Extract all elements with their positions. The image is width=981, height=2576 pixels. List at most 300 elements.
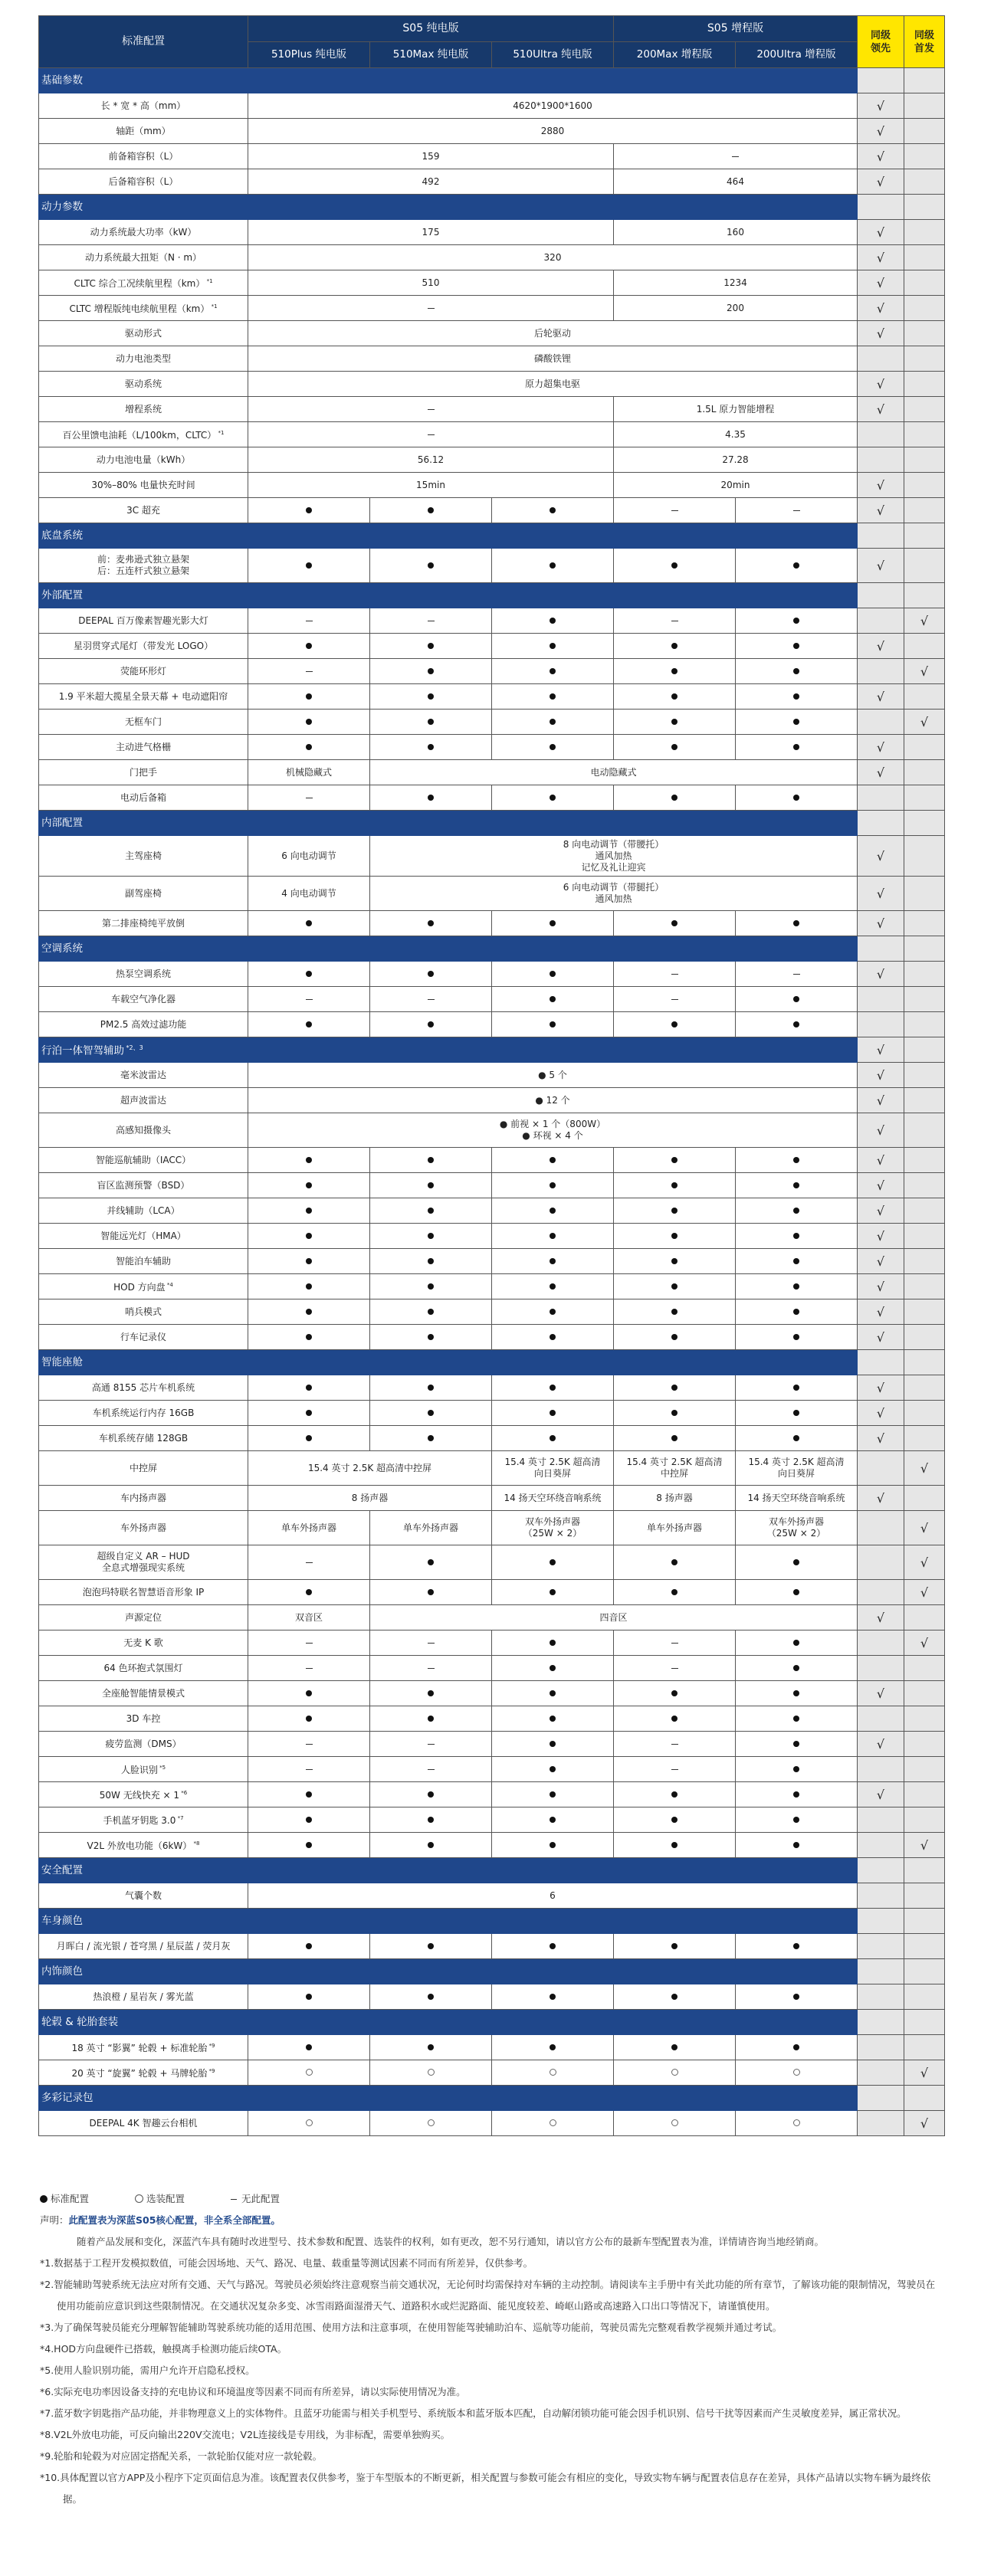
check-icon: √ [920,613,929,628]
value-cell [736,1426,858,1451]
table-row [39,1486,945,1511]
value-cell [492,1299,614,1325]
check-icon: √ [876,250,885,265]
declaration-highlight: 此配置表为深蓝S05核心配置，非全系全部配置。 [68,2214,281,2226]
value-cell [370,1401,492,1426]
standard-dot-icon [428,1233,434,1239]
row-label: DEEPAL 4K 智趣云台相机 [39,2111,248,2136]
value-cell [492,1224,614,1249]
check-icon: √ [876,1431,885,1446]
row-label: 超声波雷达 [39,1088,248,1113]
flag-first-cell [904,498,945,523]
value-cell: 8 向电动调节（带腰托） 通风加热 记忆及礼让迎宾 [370,836,858,877]
none-dash-icon [428,308,435,309]
flag-first-cell [904,93,945,119]
table-row [39,1012,945,1037]
standard-dot-icon [793,1021,799,1027]
value-cell [492,549,614,583]
standard-dot-icon [671,1589,678,1595]
value-cell [492,911,614,936]
flag-lead-cell [858,119,904,144]
flag-lead-cell [858,710,904,735]
value-cell: 15.4 英寸 2.5K 超高清 中控屏 [614,1451,736,1486]
table-row [39,1681,945,1706]
legend-none: 无此配置 [231,2193,301,2204]
flag-first-cell [904,735,945,760]
value-cell: 175 [248,220,614,245]
standard-dot-icon [793,1766,799,1772]
table-row [39,735,945,760]
standard-dot-icon [671,1842,678,1848]
standard-dot-icon [550,2044,556,2050]
value-cell [614,634,736,659]
value-cell [614,1274,736,1299]
row-label: 热浪橙 / 星岩灰 / 雾光蓝 [39,1984,248,2010]
standard-dot-icon [550,1182,556,1188]
row-label: HOD 方向盘 $^{*4}$ [39,1274,248,1299]
standard-dot-icon [793,1435,799,1441]
dash-icon [231,2199,237,2200]
none-dash-icon [671,1769,678,1770]
row-label: 50W 无线快充 × 1 $^{*6}$ [39,1782,248,1807]
none-dash-icon [671,1668,678,1669]
footnote: *3.为了确保驾驶员能充分理解智能辅助驾驶系统功能的适用范围、使用方法和注意事项，在使用智能驾驶辅助泊车、巡航等功能前，驾驶员需先完整观看教学视频并通过考试。 [40,2322,783,2333]
value-cell [736,1706,858,1732]
value-cell [614,1299,736,1325]
row-label: 月晖白 / 流光银 / 苍穹黑 / 星辰蓝 / 荧月灰 [39,1934,248,1959]
flag-lead-header [858,16,904,68]
standard-dot-icon [671,920,678,926]
value-cell [736,2035,858,2060]
row-label: 热泵空调系统 [39,962,248,987]
table-row [39,498,945,523]
optional-circle-icon [793,2119,800,2126]
row-label: 3D 车控 [39,1706,248,1732]
row-label: 64 色环抱式氛围灯 [39,1656,248,1681]
value-cell [492,1012,614,1037]
value-cell [614,1198,736,1224]
value-cell [736,1173,858,1198]
value-cell [248,735,370,760]
row-label: 智能泊车辅助 [39,1249,248,1274]
standard-dot-icon [671,1994,678,2000]
value-cell [370,1706,492,1732]
table-row [39,169,945,195]
row-label: CLTC 综合工况续航里程（km） $^{*1}$ [39,270,248,296]
value-cell [492,1630,614,1656]
flag-lead-cell [858,93,904,119]
value-cell: 2880 [248,119,858,144]
value-cell [248,684,370,710]
value-cell [614,2060,736,2086]
value-cell [248,1249,370,1274]
standard-dot-icon [550,996,556,1002]
value-cell [248,1401,370,1426]
standard-dot-icon [306,1842,312,1848]
value-cell [736,1401,858,1426]
value-cell [248,2035,370,2060]
table-row [39,1656,945,1681]
check-icon: √ [920,664,929,679]
check-icon: √ [920,1837,929,1853]
standard-dot-icon [306,2044,312,2050]
standard-dot-icon [550,1766,556,1772]
check-icon: √ [876,848,885,864]
flag-lead-cell [858,2010,904,2035]
value-cell [492,1249,614,1274]
footnote-ref: *8 [192,1840,200,1847]
standard-dot-icon [671,1559,678,1565]
flag-first-header [904,16,945,68]
standard-dot-icon [793,744,799,750]
row-label: 人脸识别 $^{*5}$ [39,1757,248,1782]
flag-lead-cell [858,811,904,836]
section-title: 动力参数 [39,195,858,220]
flag-lead-cell [858,270,904,296]
table-row [39,119,945,144]
none-dash-icon [428,999,435,1000]
legend-standard: 标准配置 [40,2193,110,2204]
section-header [39,1350,945,1375]
standard-dot-icon [550,1385,556,1391]
standard-dot-icon [671,1157,678,1163]
table-row [39,346,945,372]
section-header [39,583,945,608]
optional-circle-icon [550,2069,556,2076]
flag-lead-cell [858,1511,904,1545]
table-row [39,2060,945,2086]
row-label: 毫米波雷达 [39,1063,248,1088]
none-dash-icon [671,974,678,975]
flag-first-cell [904,321,945,346]
standard-dot-icon [550,920,556,926]
standard-dot-icon [306,1309,312,1315]
row-label: 增程系统 [39,397,248,422]
standard-dot-icon [793,1690,799,1696]
flag-lead-cell [858,634,904,659]
none-dash-icon [306,999,313,1000]
value-cell [492,2035,614,2060]
value-cell [248,1224,370,1249]
flag-lead-cell [858,1605,904,1630]
value-cell: 15.4 英寸 2.5K 超高清 向日葵屏 [736,1451,858,1486]
table-row [39,1299,945,1325]
value-cell: 4 向电动调节 [248,877,370,911]
standard-dot-icon [671,1258,678,1264]
standard-dot-icon [550,643,556,649]
value-cell [614,1833,736,1858]
flag-first-cell [904,2111,945,2136]
section-title: 车身颜色 [39,1909,858,1934]
value-cell [248,710,370,735]
flag-first-cell [904,473,945,498]
value-cell [614,1224,736,1249]
standard-dot-icon [306,1182,312,1188]
flag-lead-cell [858,1426,904,1451]
standard-dot-icon [793,643,799,649]
standard-dot-icon [428,1385,434,1391]
standard-dot-icon [550,1258,556,1264]
value-cell [492,1757,614,1782]
standard-dot-icon [428,971,434,977]
row-label: 前备箱容积（L） [39,144,248,169]
check-icon: √ [876,1067,885,1083]
value-cell [370,634,492,659]
check-icon: √ [876,638,885,654]
standard-dot-icon [671,1690,678,1696]
flag-lead-cell [858,1858,904,1883]
standard-dot-icon [793,618,799,624]
trim-510ultra: 510Ultra 纯电版 [492,42,614,68]
table-row [39,397,945,422]
flag-lead-cell [858,68,904,93]
standard-dot-icon [793,1741,799,1747]
flag-first-cell [904,1959,945,1984]
flag-first-cell [904,1782,945,1807]
value-cell [248,1656,370,1681]
value-cell [492,1833,614,1858]
check-icon: √ [920,714,929,729]
standard-dot-icon [550,618,556,624]
standard-dot-icon [671,1334,678,1340]
row-label: 哨兵模式 [39,1299,248,1325]
flag-first-cell [904,684,945,710]
standard-dot-icon [428,1943,434,1949]
row-label: 车内扬声器 [39,1486,248,1511]
table-row [39,1605,945,1630]
value-cell [370,1732,492,1757]
flag-first-cell [904,2010,945,2035]
flag-first-cell [904,1148,945,1173]
value-cell [370,2111,492,2136]
value-cell [248,549,370,583]
value-cell: ● 5 个 [248,1063,858,1088]
flag-lead-cell [858,1063,904,1088]
standard-dot-icon [306,1690,312,1696]
flag-first-cell [904,119,945,144]
row-label: 智能远光灯（HMA） [39,1224,248,1249]
value-cell [248,1757,370,1782]
standard-dot-icon [793,1716,799,1722]
row-label: 盲区监测预警（BSD） [39,1173,248,1198]
section-title: 外部配置 [39,583,858,608]
check-icon: √ [876,916,885,931]
none-dash-icon [732,156,739,157]
standard-dot-icon [793,1943,799,1949]
flag-first-cell [904,836,945,877]
table-row [39,1984,945,2010]
value-cell [492,684,614,710]
flag-first-label: 同级 首发 [914,29,934,54]
standard-dot-icon [793,996,799,1002]
none-dash-icon [428,434,435,435]
flag-first-cell [904,1375,945,1401]
flag-first-cell [904,1224,945,1249]
declaration [40,2210,944,2231]
flag-lead-cell [858,447,904,473]
standard-dot-icon [793,693,799,700]
value-cell [492,1656,614,1681]
value-cell [248,1681,370,1706]
flag-lead-cell [858,1037,904,1063]
value-cell [248,608,370,634]
optional-circle-icon [671,2119,678,2126]
footnote-ref: *4 [165,1282,173,1288]
value-cell [370,987,492,1012]
standard-dot-icon [428,795,434,801]
value-cell [614,1807,736,1833]
flag-first-cell [904,1605,945,1630]
standard-dot-icon [793,1559,799,1565]
value-cell [248,1545,370,1580]
value-cell [614,911,736,936]
value-cell [370,735,492,760]
value-cell [736,634,858,659]
flag-first-cell [904,523,945,549]
row-label: 30%–80% 电量快充时间 [39,473,248,498]
standard-dot-icon [793,719,799,725]
value-cell [248,987,370,1012]
value-cell [736,1630,858,1656]
flag-first-cell [904,760,945,785]
value-cell: 机械隐藏式 [248,760,370,785]
none-dash-icon [306,1769,313,1770]
check-icon: √ [920,2065,929,2080]
standard-dot-icon [428,719,434,725]
standard-dot-icon [550,1791,556,1798]
table-row [39,1274,945,1299]
value-cell [492,659,614,684]
row-label: 高通 8155 芯片车机系统 [39,1375,248,1401]
footnote-ref: *5 [157,1765,166,1771]
flag-first-cell [904,1451,945,1486]
check-icon: √ [876,376,885,392]
standard-dot-icon [793,1208,799,1214]
standard-dot-icon [550,719,556,725]
table-row [39,760,945,785]
value-cell: 单车外扬声器 [614,1511,736,1545]
row-label: 动力电池类型 [39,346,248,372]
check-icon: √ [876,1610,885,1625]
table-row [39,877,945,911]
standard-dot-icon [306,1208,312,1214]
value-cell [370,1807,492,1833]
value-cell: 27.28 [614,447,858,473]
footnote-ref: *1 [205,278,213,284]
check-icon: √ [876,1380,885,1395]
flag-first-cell [904,1350,945,1375]
flag-first-cell [904,987,945,1012]
value-cell [614,1401,736,1426]
standard-dot-icon [671,795,678,801]
value-cell [492,1148,614,1173]
flag-lead-cell [858,195,904,220]
value-cell [736,1198,858,1224]
table-row [39,422,945,447]
check-icon: √ [876,174,885,189]
flag-first-cell [904,1580,945,1605]
value-cell [736,1934,858,1959]
standard-dot-icon [428,920,434,926]
value-cell [614,659,736,684]
flag-lead-cell [858,1299,904,1325]
value-cell: 510 [248,270,614,296]
table-row [39,785,945,811]
flag-lead-cell [858,1833,904,1858]
check-icon: √ [920,1585,929,1600]
flag-first-cell [904,1486,945,1511]
standard-dot-icon [671,1283,678,1290]
flag-lead-cell [858,911,904,936]
value-cell [614,1782,736,1807]
flag-first-cell [904,583,945,608]
standard-dot-icon [671,1943,678,1949]
flag-lead-cell [858,422,904,447]
value-cell [736,1757,858,1782]
table-row [39,634,945,659]
flag-first-cell [904,195,945,220]
row-label: 手机蓝牙钥匙 3.0 $^{*7}$ [39,1807,248,1833]
value-cell [492,1732,614,1757]
value-cell [736,1299,858,1325]
flag-first-cell [904,1012,945,1037]
standard-dot-icon [793,1589,799,1595]
table-body [39,68,945,2136]
value-cell [614,1732,736,1757]
standard-dot-icon [793,2044,799,2050]
footnote: *10.具体配置以官方APP及小程序下定页面信息为准。该配置表仅供参考，鉴于车型版本的不断更新，相关配置与参数可能会有相应的变化，导致实物车辆与配置表信息存在差异，具体产品请以实物车辆为最终依据。 [40,2472,931,2505]
flag-first-cell [904,270,945,296]
none-dash-icon [306,1643,313,1644]
table-row [39,1757,945,1782]
standard-dot-icon [671,1817,678,1823]
row-label: V2L 外放电功能（6kW） $^{*8}$ [39,1833,248,1858]
value-cell: 双音区 [248,1605,370,1630]
flag-first-cell [904,1274,945,1299]
flag-lead-cell [858,836,904,877]
value-cell [736,911,858,936]
flag-first-cell [904,1511,945,1545]
standard-dot-icon [671,1208,678,1214]
value-cell [370,1299,492,1325]
value-cell [614,498,736,523]
value-cell [370,1173,492,1198]
value-cell [736,684,858,710]
value-cell: 电动隐藏式 [370,760,858,785]
value-cell [370,911,492,936]
table-row [39,270,945,296]
standard-dot-icon [550,668,556,674]
flag-first-cell [904,877,945,911]
table-row [39,1224,945,1249]
flag-first-cell [904,1858,945,1883]
value-cell [248,1173,370,1198]
flag-lead-cell [858,321,904,346]
row-label: 智能巡航辅助（IACC） [39,1148,248,1173]
standard-dot-icon [550,507,556,513]
check-icon: √ [876,149,885,164]
section-title: 行泊一体智驾辅助 $^{*2、3}$ [39,1037,858,1063]
footnote: *8.V2L外放电功能，可反向输出220V交流电；V2L连接线是专用线，为非标配，需要单独购买。 [40,2429,451,2440]
flag-first-cell [904,1401,945,1426]
flag-lead-cell [858,1088,904,1113]
value-cell [736,962,858,987]
check-icon: √ [876,1122,885,1138]
row-label: 主动进气格栅 [39,735,248,760]
value-cell: 6 [248,1883,858,1909]
check-icon: √ [876,689,885,704]
flag-lead-cell [858,608,904,634]
